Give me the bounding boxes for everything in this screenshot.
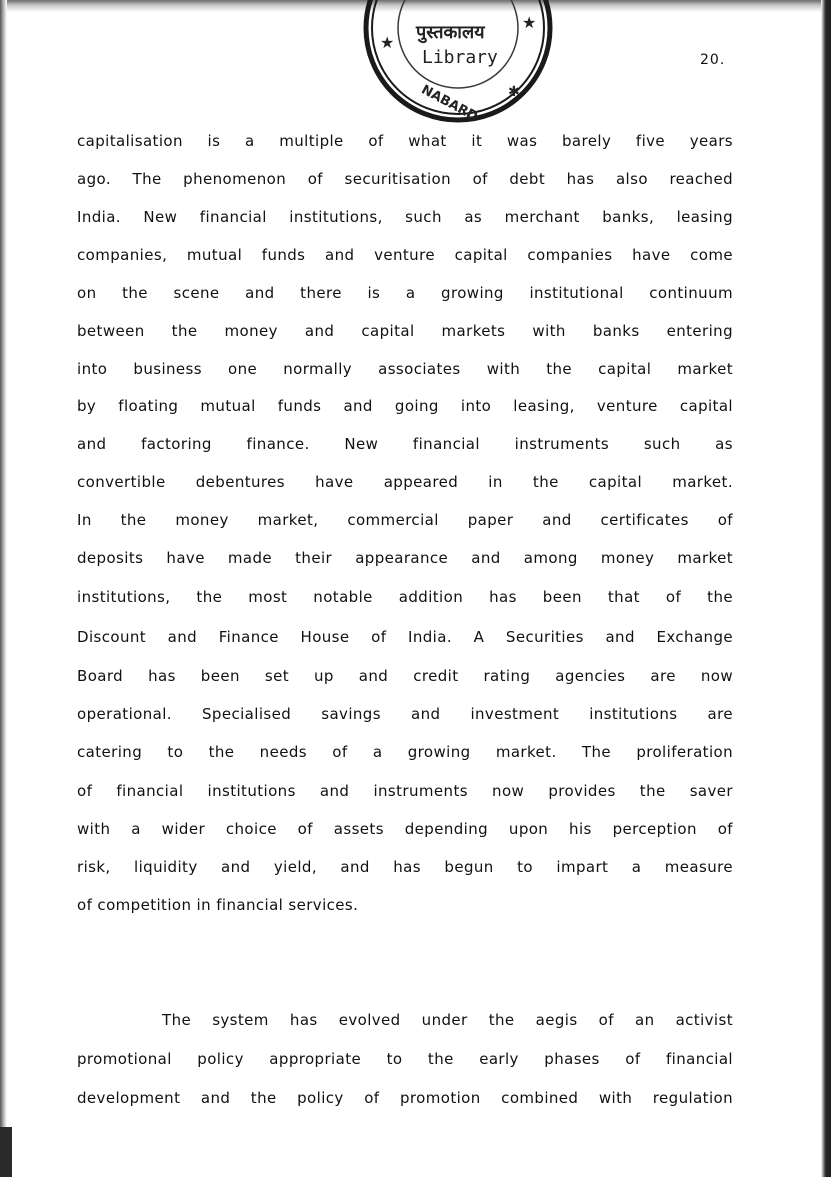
- text-line: institutions, the most notable addition has been that of the: [77, 588, 733, 606]
- text-line: between the money and capital markets with banks entering: [77, 322, 733, 340]
- stamp-org-text: NABARD: [418, 82, 481, 125]
- text-line: on the scene and there is a growing institutional continuum: [77, 284, 733, 302]
- text-line: ago. The phenomenon of securitisation of debt has also reached: [77, 170, 733, 188]
- text-line: by floating mutual funds and going into leasing, venture capital: [77, 397, 733, 415]
- library-stamp: [358, 0, 558, 126]
- text-line: into business one normally associates with the capital market: [77, 360, 733, 378]
- scan-shadow-left: [0, 0, 7, 1177]
- text-line: The system has evolved under the aegis of an activist: [162, 1011, 733, 1029]
- text-line: operational. Specialised savings and investment institutions are: [77, 705, 733, 723]
- text-line: promotional policy appropriate to the early phases of financial: [77, 1050, 733, 1068]
- text-line: risk, liquidity and yield, and has begun to impart a measure: [77, 858, 733, 876]
- text-line: of financial institutions and instruments now provides the saver: [77, 782, 733, 800]
- text-line: companies, mutual funds and venture capital companies have come: [77, 246, 733, 264]
- svg-text:★: ★: [522, 13, 537, 32]
- scan-shadow-corner: [0, 1127, 12, 1177]
- text-line: deposits have made their appearance and among money market: [77, 549, 733, 567]
- text-line: convertible debentures have appeared in the capital market.: [77, 473, 733, 491]
- text-line: and factoring finance. New financial instruments such as: [77, 435, 733, 453]
- stamp-hindi-text: पुस्तकालय: [416, 22, 485, 43]
- scan-shadow-right: [821, 0, 831, 1177]
- text-line: catering to the needs of a growing market. The proliferation: [77, 743, 733, 761]
- svg-text:✱: ✱: [508, 84, 520, 100]
- text-line: Discount and Finance House of India. A Securities and Exchange: [77, 628, 733, 646]
- page-number: 20.: [700, 52, 726, 68]
- text-line: capitalisation is a multiple of what it was barely five years: [77, 132, 733, 150]
- svg-text:★: ★: [380, 33, 395, 52]
- text-line: of competition in financial services.: [77, 896, 359, 914]
- text-line: India. New financial institutions, such as merchant banks, leasing: [77, 208, 733, 226]
- text-line: Board has been set up and credit rating agencies are now: [77, 667, 733, 685]
- text-line: with a wider choice of assets depending upon his perception of: [77, 820, 733, 838]
- text-line: In the money market, commercial paper and certificates of: [77, 511, 733, 529]
- text-line: development and the policy of promotion combined with regulation: [77, 1089, 733, 1107]
- stamp-library-text: Library: [422, 47, 498, 68]
